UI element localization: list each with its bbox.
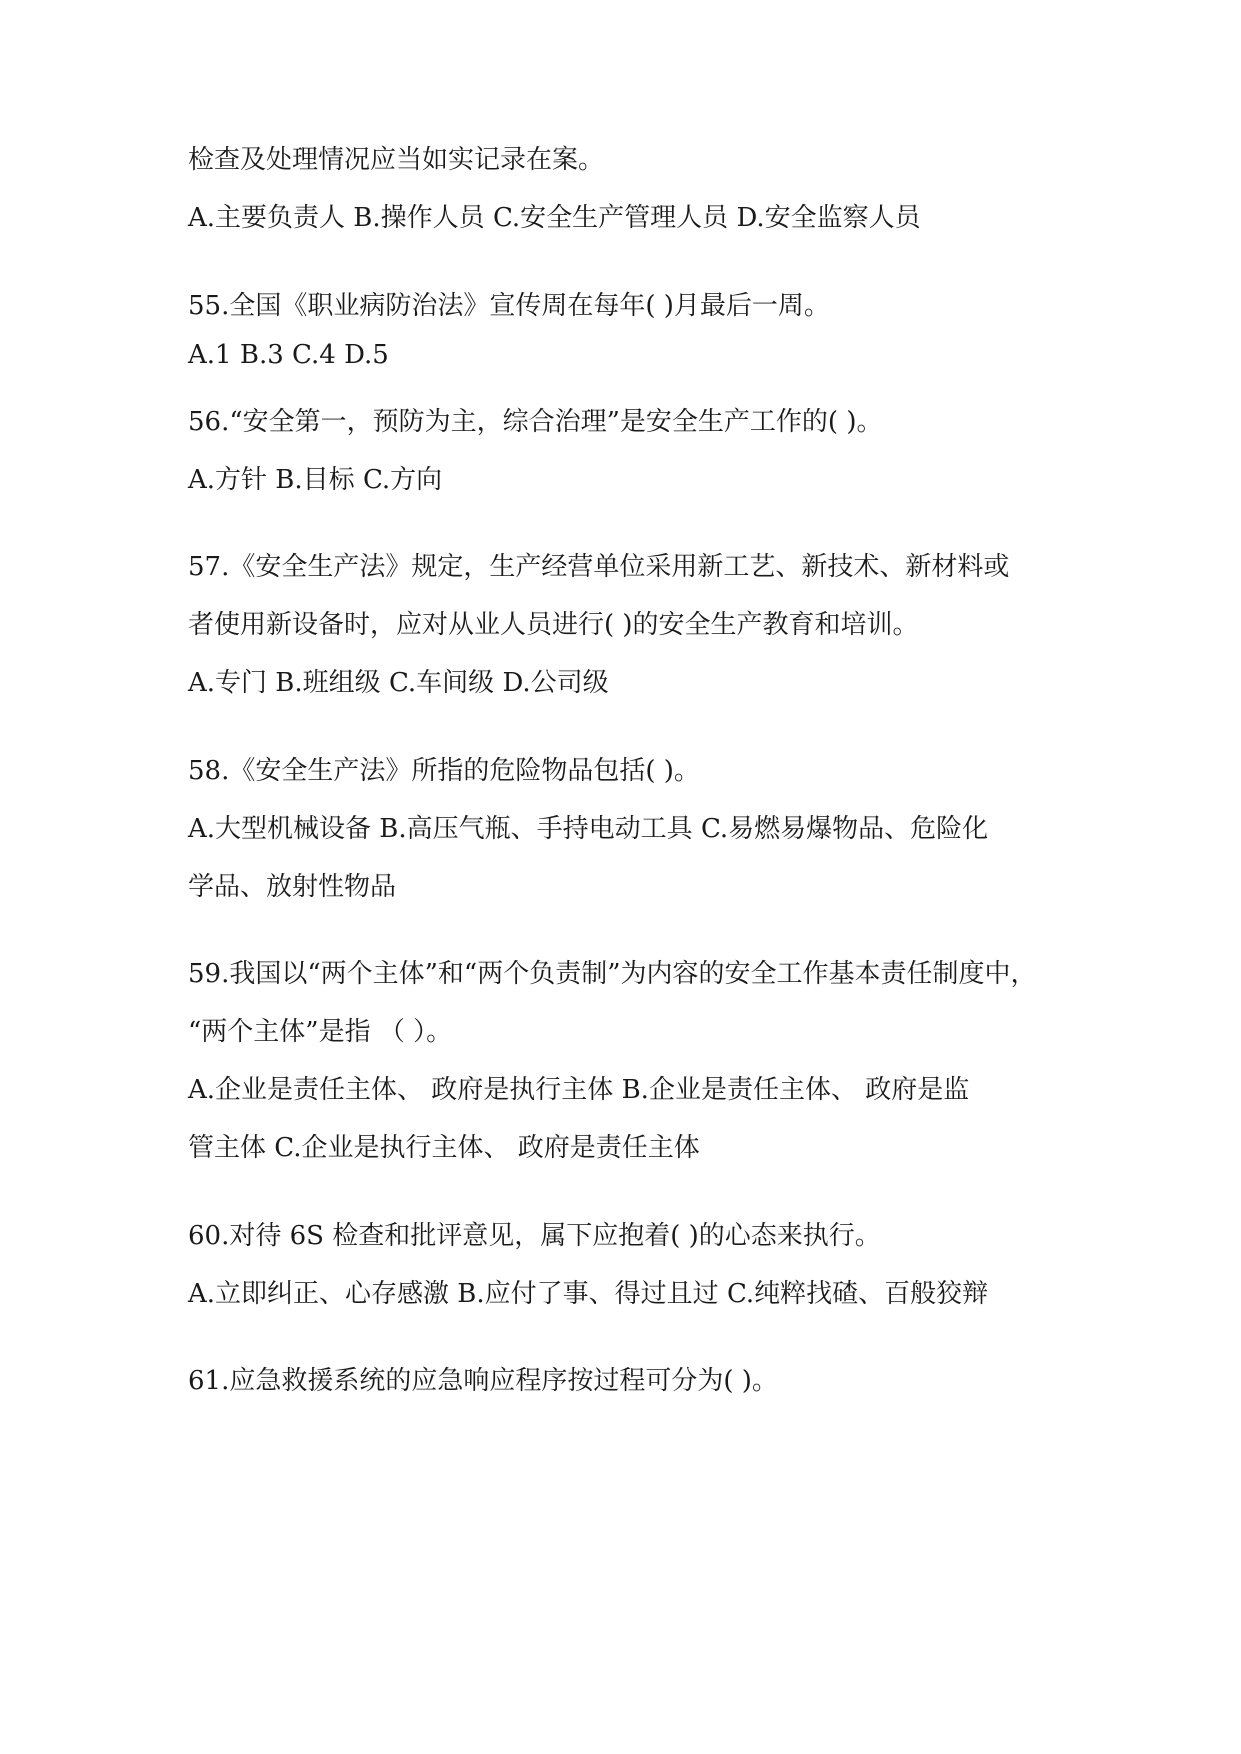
question-55: 55.全国《职业病防治法》宣传周在每年( )月最后一周。 [188,291,830,321]
answer-options: A.主要负责人 B.操作人员 C.安全生产管理人员 D.安全监察人员 [188,203,921,233]
question-60: 60.对待 6S 检查和批评意见，属下应抱着( )的心态来执行。 [188,1221,881,1251]
answer-options-continued: 管主体 C.企业是执行主体、 政府是责任主体 [188,1133,700,1163]
question-59: 59.我国以“两个主体”和“两个负责制”为内容的安全工作基本责任制度中， [188,959,1037,989]
question-57-continued: 者使用新设备时，应对从业人员进行( )的安全生产教育和培训。 [188,610,919,640]
answer-options: A.1 B.3 C.4 D.5 [188,340,389,370]
answer-options: A.企业是责任主体、 政府是执行主体 B.企业是责任主体、 政府是监 [188,1075,970,1105]
question-58: 58.《安全生产法》所指的危险物品包括( )。 [188,756,700,786]
question-56: 56.“安全第一，预防为主，综合治理”是安全生产工作的( )。 [188,407,883,437]
answer-options: A.方针 B.目标 C.方向 [188,465,443,495]
answer-options: A.专门 B.班组级 C.车间级 D.公司级 [188,668,609,698]
answer-options-continued: 学品、放射性物品 [188,872,397,902]
answer-options: A.立即纠正、心存感激 B.应付了事、得过且过 C.纯粹找碴、百般狡辩 [188,1279,989,1309]
question-59-continued: “两个主体”是指 （ ）。 [188,1017,453,1047]
answer-options: A.大型机械设备 B.高压气瓶、手持电动工具 C.易燃易爆物品、危险化 [188,814,989,844]
question-57: 57.《安全生产法》规定，生产经营单位采用新工艺、新技术、新材料或 [188,552,1010,582]
question-61: 61.应急救援系统的应急响应程序按过程可分为( )。 [188,1366,778,1396]
text-line: 检查及处理情况应当如实记录在案。 [188,145,605,175]
